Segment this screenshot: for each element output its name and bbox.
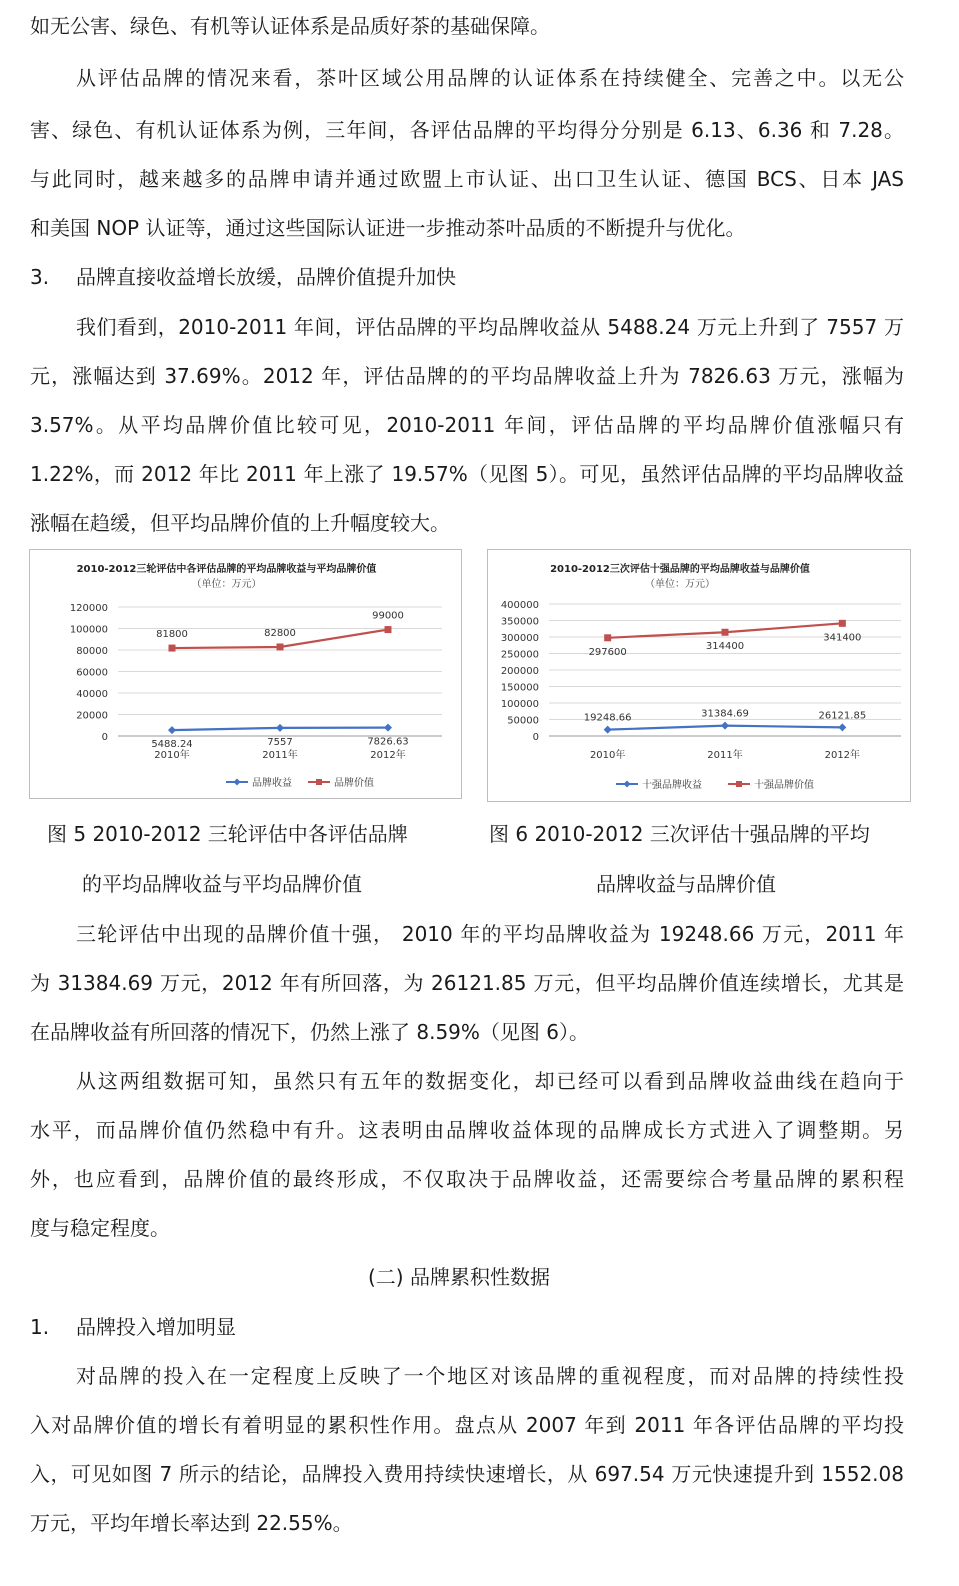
y-tick-label: 0 [532, 732, 539, 743]
chart-svg [30, 550, 463, 800]
paragraph-line: 与此同时，越来越多的品牌申请并通过欧盟上市认证、出口卫生认证、德国 BCS、日本 JAS [30, 167, 904, 191]
paragraph-line: 如无公害、绿色、有机等认证体系是品质好茶的基础保障。 [30, 14, 550, 38]
y-tick-label: 100000 [500, 699, 539, 710]
paragraph-line: 在品牌收益有所回落的情况下，仍然上涨了 8.59%（见图 6）。 [30, 1020, 589, 1044]
y-tick-label: 300000 [500, 633, 539, 644]
legend-marker [234, 779, 241, 786]
data-point [722, 629, 729, 636]
data-point [168, 726, 176, 734]
figure-5-caption: 图 5 2010-2012 三轮评估中各评估品牌 [47, 822, 408, 846]
x-tick-label: 2011年 [262, 750, 298, 761]
paragraph-line: 害、绿色、有机认证体系为例，三年间，各评估品牌的平均得分分别是 6.13、6.36 和 7.28。 [30, 118, 904, 142]
legend-label: 十强品牌收益 [642, 780, 702, 791]
y-tick-label: 0 [101, 732, 108, 743]
paragraph-line: 水平，而品牌价值仍然稳中有升。这表明由品牌收益体现的品牌成长方式进入了调整期。另 [30, 1118, 904, 1142]
paragraph-line: 入，可见如图 7 所示的结论，品牌投入费用持续快速增长，从 697.54 万元快速提升到 1552.08 [30, 1462, 904, 1486]
y-tick-label: 350000 [500, 616, 539, 628]
figure-6-chart [487, 549, 911, 802]
data-point [277, 643, 284, 650]
paragraph-line: 从评估品牌的情况来看，茶叶区域公用品牌的认证体系在持续健全、完善之中。以无公 [76, 66, 904, 90]
data-point [839, 620, 846, 627]
paragraph-line: 万元，平均年增长率达到 22.55%。 [30, 1511, 353, 1535]
y-tick-label: 50000 [507, 715, 539, 727]
y-tick-label: 200000 [500, 666, 539, 677]
x-tick-label: 2010年 [589, 750, 626, 761]
data-label: 82800 [264, 627, 296, 639]
section-heading: 品牌直接收益增长放缓，品牌价值提升加快 [76, 265, 456, 289]
section-heading: 品牌投入增加明显 [76, 1315, 236, 1339]
chart-subtitle: （单位：万元） [191, 579, 262, 590]
x-tick-label: 2010年 [154, 750, 190, 761]
chart-title: 2010-2012三轮评估中各评估品牌的平均品牌收益与平均品牌价值 [76, 564, 377, 575]
paragraph-line: 1.22%，而 2012 年比 2011 年上涨了 19.57%（见图 5）。可见，虽然评估品牌的平均品牌收益 [30, 462, 904, 486]
y-tick-label: 60000 [76, 667, 108, 679]
data-label: 7557 [267, 736, 293, 748]
paragraph-line: 外，也应看到，品牌价值的最终形成，不仅取决于品牌收益，还需要综合考量品牌的累积程 [30, 1167, 904, 1191]
paragraph-line: 和美国 NOP 认证等，通过这些国际认证进一步推动茶叶品质的不断提升与优化。 [30, 216, 746, 240]
y-tick-label: 400000 [500, 600, 539, 611]
data-label: 341400 [823, 632, 862, 644]
chart-subtitle: （单位：万元） [645, 579, 715, 590]
legend-marker [624, 781, 631, 788]
data-point [169, 645, 176, 652]
figure-5-caption: 的平均品牌收益与平均品牌价值 [82, 872, 362, 896]
data-label: 31384.69 [701, 708, 749, 720]
legend-marker [316, 779, 322, 785]
data-label: 7826.63 [367, 736, 409, 748]
data-label: 297600 [588, 646, 627, 658]
x-tick-label: 2012年 [370, 750, 406, 761]
paragraph-line: 我们看到，2010-2011 年间，评估品牌的平均品牌收益从 5488.24 万元上升到了 7557 万 [76, 315, 904, 339]
data-label: 81800 [156, 629, 188, 641]
figure-6-caption: 图 6 2010-2012 三次评估十强品牌的平均 [489, 822, 870, 846]
data-label: 26121.85 [818, 710, 867, 722]
x-tick-label: 2012年 [824, 750, 861, 761]
data-point [838, 723, 846, 731]
y-tick-label: 20000 [76, 710, 108, 722]
x-tick-label: 2011年 [707, 750, 743, 761]
data-point [604, 634, 611, 641]
y-tick-label: 250000 [500, 649, 539, 661]
data-label: 19248.66 [583, 712, 632, 724]
data-label: 99000 [372, 610, 404, 622]
figure-6-caption: 品牌收益与品牌价值 [596, 872, 776, 896]
paragraph-line: 度与稳定程度。 [30, 1216, 170, 1240]
data-label: 314400 [705, 641, 745, 653]
y-tick-label: 40000 [76, 689, 108, 700]
legend-label: 品牌收益 [252, 778, 292, 789]
legend-marker [736, 781, 742, 787]
y-tick-label: 120000 [69, 603, 108, 614]
data-label: 5488.24 [151, 739, 193, 751]
paragraph-line: 从这两组数据可知，虽然只有五年的数据变化，却已经可以看到品牌收益曲线在趋向于 [76, 1069, 904, 1093]
section-number: 1. [30, 1315, 50, 1339]
data-point [384, 724, 392, 732]
data-point [276, 724, 284, 732]
paragraph-line: 为 31384.69 万元，2012 年有所回落，为 26121.85 万元，但平均品牌价值连续增长，尤其是 [30, 971, 904, 995]
data-point [721, 722, 729, 730]
section-number: 3. [30, 265, 50, 289]
paragraph-line: 涨幅在趋缓，但平均品牌价值的上升幅度较大。 [30, 511, 450, 535]
chart-title: 2010-2012三次评估十强品牌的平均品牌收益与品牌价值 [550, 564, 810, 575]
paragraph-line: 3.57%。从平均品牌价值比较可见，2010-2011 年间，评估品牌的平均品牌价值涨幅只有 [30, 413, 904, 437]
y-tick-label: 100000 [69, 624, 108, 636]
paragraph-line: 入对品牌价值的增长有着明显的累积性作用。盘点从 2007 年到 2011 年各评估品牌的平均投 [30, 1413, 904, 1437]
data-point [385, 626, 392, 633]
section-heading: (二) 品牌累积性数据 [368, 1265, 550, 1289]
paragraph-line: 对品牌的投入在一定程度上反映了一个地区对该品牌的重视程度，而对品牌的持续性投 [76, 1364, 904, 1388]
paragraph-line: 元，涨幅达到 37.69%。2012 年，评估品牌的的平均品牌收益上升为 7826.63 万元，涨幅为 [30, 364, 904, 388]
data-point [604, 726, 612, 734]
chart-svg [488, 550, 912, 803]
figure-5-chart [29, 549, 462, 799]
y-tick-label: 150000 [500, 682, 539, 694]
paragraph-line: 三轮评估中出现的品牌价值十强， 2010 年的平均品牌收益为 19248.66 万元，2011 年 [76, 922, 904, 946]
y-tick-label: 80000 [76, 646, 108, 657]
legend-label: 十强品牌价值 [754, 780, 814, 791]
legend-label: 品牌价值 [334, 778, 374, 789]
